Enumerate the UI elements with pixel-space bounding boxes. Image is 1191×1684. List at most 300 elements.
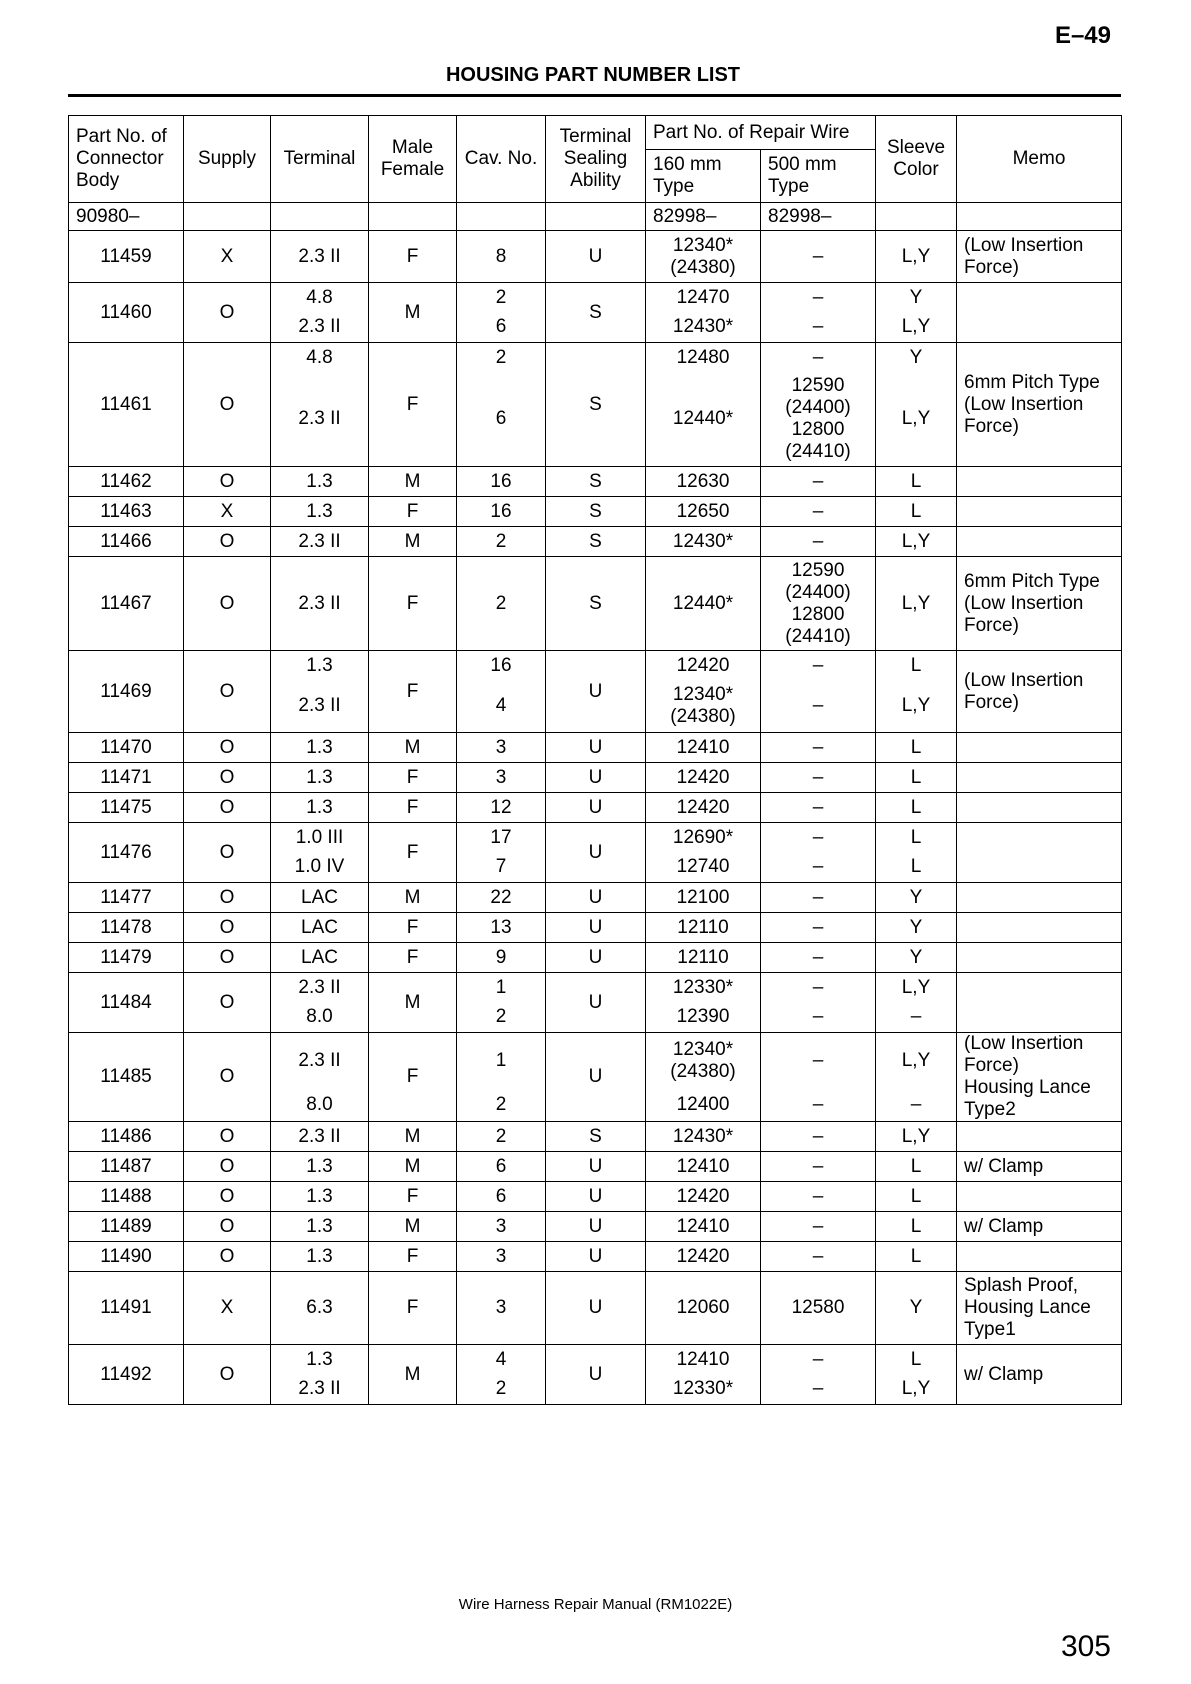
- header-repair-wire: Part No. of Repair Wire: [646, 116, 876, 150]
- repair-500-cell: –: [761, 497, 876, 527]
- cav-cell: 22: [457, 883, 546, 913]
- sleeve-cell: L: [876, 1182, 957, 1212]
- male-female-cell: F: [369, 557, 457, 651]
- male-female-cell: F: [369, 1182, 457, 1212]
- repair-160-cell: 12330*: [646, 1375, 761, 1405]
- sealing-cell: U: [546, 1242, 646, 1272]
- sealing-cell: S: [546, 283, 646, 343]
- terminal-cell: 1.3: [271, 1182, 369, 1212]
- repair-160-cell: 12340* (24380): [646, 1033, 761, 1089]
- male-female-cell: F: [369, 231, 457, 283]
- terminal-cell: 4.8: [271, 283, 369, 313]
- table-row: [69, 1242, 1122, 1272]
- male-female-cell: M: [369, 1122, 457, 1152]
- sleeve-cell: L: [876, 1152, 957, 1182]
- repair-160-cell: 12470: [646, 283, 761, 313]
- prefix-part-no: 90980–: [69, 203, 184, 231]
- table-row: [69, 1272, 1122, 1345]
- memo-cell: [957, 1182, 1122, 1212]
- terminal-cell: 8.0: [271, 1089, 369, 1122]
- terminal-cell: 1.3: [271, 651, 369, 681]
- sealing-cell: U: [546, 1212, 646, 1242]
- header-160mm: 160 mm Type: [646, 150, 761, 203]
- sleeve-cell: L: [876, 1345, 957, 1375]
- cav-cell: 17: [457, 823, 546, 853]
- memo-cell: w/ Clamp: [957, 1212, 1122, 1242]
- repair-500-cell: –: [761, 681, 876, 733]
- repair-160-cell: 12740: [646, 853, 761, 883]
- repair-160-cell: 12060: [646, 1272, 761, 1345]
- repair-500-cell: –: [761, 1212, 876, 1242]
- repair-500-cell: –: [761, 313, 876, 343]
- repair-500-cell: –: [761, 793, 876, 823]
- part-no-cell: 11467: [69, 557, 184, 651]
- memo-cell: [957, 763, 1122, 793]
- repair-160-cell: 12410: [646, 1345, 761, 1375]
- terminal-cell: 1.3: [271, 497, 369, 527]
- repair-500-cell: –: [761, 943, 876, 973]
- male-female-cell: F: [369, 1242, 457, 1272]
- supply-cell: O: [184, 883, 271, 913]
- sleeve-cell: –: [876, 1089, 957, 1122]
- memo-cell: [957, 527, 1122, 557]
- male-female-cell: F: [369, 943, 457, 973]
- terminal-cell: 1.3: [271, 467, 369, 497]
- sleeve-cell: Y: [876, 943, 957, 973]
- repair-160-cell: 12110: [646, 913, 761, 943]
- supply-cell: O: [184, 793, 271, 823]
- sealing-cell: U: [546, 823, 646, 883]
- sealing-cell: U: [546, 973, 646, 1033]
- cav-cell: 3: [457, 1242, 546, 1272]
- memo-cell: [957, 1122, 1122, 1152]
- memo-cell: [957, 733, 1122, 763]
- cav-cell: 8: [457, 231, 546, 283]
- repair-500-cell: –: [761, 651, 876, 681]
- memo-cell: [957, 913, 1122, 943]
- memo-cell: [957, 1242, 1122, 1272]
- part-no-cell: 11459: [69, 231, 184, 283]
- sealing-cell: S: [546, 343, 646, 467]
- supply-cell: O: [184, 1242, 271, 1272]
- supply-cell: O: [184, 973, 271, 1033]
- male-female-cell: M: [369, 1152, 457, 1182]
- sleeve-cell: L: [876, 497, 957, 527]
- sleeve-cell: L: [876, 1212, 957, 1242]
- cav-cell: 16: [457, 497, 546, 527]
- part-no-cell: 11477: [69, 883, 184, 913]
- sleeve-cell: L,Y: [876, 527, 957, 557]
- terminal-cell: 1.3: [271, 733, 369, 763]
- sleeve-cell: L,Y: [876, 1122, 957, 1152]
- male-female-cell: M: [369, 527, 457, 557]
- supply-cell: X: [184, 497, 271, 527]
- memo-cell: 6mm Pitch Type (Low Insertion Force): [957, 343, 1122, 467]
- repair-500-cell: 12590 (24400) 12800 (24410): [761, 557, 876, 651]
- page-code: E–49: [1054, 22, 1111, 49]
- header-sealing: Terminal Sealing Ability: [546, 116, 646, 203]
- supply-cell: X: [184, 1272, 271, 1345]
- male-female-cell: M: [369, 733, 457, 763]
- terminal-cell: 1.3: [271, 1242, 369, 1272]
- supply-cell: O: [184, 527, 271, 557]
- cav-cell: 16: [457, 467, 546, 497]
- table-row: [69, 283, 1122, 313]
- header-supply: Supply: [184, 116, 271, 203]
- male-female-cell: F: [369, 1033, 457, 1122]
- repair-500-cell: 12580: [761, 1272, 876, 1345]
- supply-cell: O: [184, 733, 271, 763]
- table-row: [69, 883, 1122, 913]
- repair-500-cell: –: [761, 1345, 876, 1375]
- cav-cell: 4: [457, 681, 546, 733]
- sleeve-cell: L,Y: [876, 313, 957, 343]
- cav-cell: 9: [457, 943, 546, 973]
- cav-cell: 4: [457, 1345, 546, 1375]
- repair-500-cell: –: [761, 343, 876, 373]
- cav-cell: 2: [457, 527, 546, 557]
- sleeve-cell: L: [876, 793, 957, 823]
- cav-cell: 16: [457, 651, 546, 681]
- repair-160-cell: 12430*: [646, 313, 761, 343]
- sealing-cell: U: [546, 733, 646, 763]
- cav-cell: 12: [457, 793, 546, 823]
- prefix-500mm: 82998–: [761, 203, 876, 231]
- repair-500-cell: –: [761, 1033, 876, 1089]
- part-no-cell: 11479: [69, 943, 184, 973]
- table-row: [69, 763, 1122, 793]
- memo-cell: w/ Clamp: [957, 1152, 1122, 1182]
- repair-160-cell: 12420: [646, 763, 761, 793]
- sleeve-cell: –: [876, 1003, 957, 1033]
- repair-500-cell: –: [761, 1003, 876, 1033]
- sealing-cell: U: [546, 1152, 646, 1182]
- sealing-cell: S: [546, 557, 646, 651]
- terminal-cell: 1.3: [271, 1152, 369, 1182]
- part-no-cell: 11478: [69, 913, 184, 943]
- terminal-cell: 8.0: [271, 1003, 369, 1033]
- terminal-cell: LAC: [271, 913, 369, 943]
- part-no-cell: 11490: [69, 1242, 184, 1272]
- sealing-cell: U: [546, 1345, 646, 1405]
- repair-160-cell: 12420: [646, 1182, 761, 1212]
- table-row: [69, 497, 1122, 527]
- table-row: [69, 1345, 1122, 1375]
- part-no-cell: 11470: [69, 733, 184, 763]
- sealing-cell: S: [546, 1122, 646, 1152]
- part-no-cell: 11488: [69, 1182, 184, 1212]
- table-row: [69, 527, 1122, 557]
- cav-cell: 2: [457, 1122, 546, 1152]
- supply-cell: O: [184, 1152, 271, 1182]
- supply-cell: O: [184, 1122, 271, 1152]
- header-sleeve: Sleeve Color: [876, 116, 957, 203]
- table-row: [69, 557, 1122, 651]
- terminal-cell: 1.0 III: [271, 823, 369, 853]
- table-row: [69, 823, 1122, 853]
- supply-cell: O: [184, 763, 271, 793]
- header-part-no: Part No. of Connector Body: [69, 116, 184, 203]
- header-cav-no: Cav. No.: [457, 116, 546, 203]
- repair-500-cell: –: [761, 913, 876, 943]
- table-row: [69, 913, 1122, 943]
- part-no-cell: 11492: [69, 1345, 184, 1405]
- terminal-cell: 2.3 II: [271, 1033, 369, 1089]
- repair-500-cell: –: [761, 1152, 876, 1182]
- male-female-cell: F: [369, 497, 457, 527]
- repair-500-cell: –: [761, 283, 876, 313]
- supply-cell: O: [184, 1345, 271, 1405]
- table-row: [69, 651, 1122, 681]
- sleeve-cell: L: [876, 763, 957, 793]
- part-no-cell: 11469: [69, 651, 184, 733]
- part-no-cell: 11475: [69, 793, 184, 823]
- memo-cell: [957, 467, 1122, 497]
- terminal-cell: 2.3 II: [271, 527, 369, 557]
- cav-cell: 2: [457, 343, 546, 373]
- repair-500-cell: –: [761, 733, 876, 763]
- part-no-cell: 11491: [69, 1272, 184, 1345]
- page-title: HOUSING PART NUMBER LIST: [445, 64, 741, 86]
- repair-160-cell: 12340* (24380): [646, 231, 761, 283]
- sealing-cell: S: [546, 467, 646, 497]
- repair-500-cell: –: [761, 231, 876, 283]
- supply-cell: O: [184, 283, 271, 343]
- memo-cell: 6mm Pitch Type (Low Insertion Force): [957, 557, 1122, 651]
- table-row: [69, 1152, 1122, 1182]
- sealing-cell: U: [546, 943, 646, 973]
- sleeve-cell: Y: [876, 283, 957, 313]
- memo-cell: [957, 943, 1122, 973]
- repair-160-cell: 12430*: [646, 1122, 761, 1152]
- sealing-cell: U: [546, 651, 646, 733]
- repair-160-cell: 12690*: [646, 823, 761, 853]
- sleeve-cell: L: [876, 853, 957, 883]
- repair-500-cell: –: [761, 823, 876, 853]
- sleeve-cell: L: [876, 467, 957, 497]
- part-no-cell: 11462: [69, 467, 184, 497]
- sealing-cell: U: [546, 1182, 646, 1212]
- supply-cell: O: [184, 467, 271, 497]
- table-row: [69, 1033, 1122, 1089]
- supply-cell: O: [184, 1033, 271, 1122]
- terminal-cell: 2.3 II: [271, 231, 369, 283]
- male-female-cell: F: [369, 1272, 457, 1345]
- repair-500-cell: –: [761, 1375, 876, 1405]
- repair-160-cell: 12630: [646, 467, 761, 497]
- part-no-cell: 11487: [69, 1152, 184, 1182]
- repair-500-cell: 12590 (24400) 12800 (24410): [761, 373, 876, 467]
- repair-160-cell: 12100: [646, 883, 761, 913]
- repair-160-cell: 12110: [646, 943, 761, 973]
- supply-cell: X: [184, 231, 271, 283]
- memo-cell: [957, 283, 1122, 343]
- repair-500-cell: –: [761, 467, 876, 497]
- terminal-cell: 2.3 II: [271, 1375, 369, 1405]
- repair-500-cell: –: [761, 1089, 876, 1122]
- male-female-cell: F: [369, 823, 457, 883]
- table-row: [69, 793, 1122, 823]
- terminal-cell: 1.3: [271, 763, 369, 793]
- sealing-cell: U: [546, 1033, 646, 1122]
- male-female-cell: M: [369, 1212, 457, 1242]
- sleeve-cell: L: [876, 823, 957, 853]
- table-row: [69, 343, 1122, 373]
- supply-cell: O: [184, 913, 271, 943]
- sleeve-cell: Y: [876, 883, 957, 913]
- male-female-cell: M: [369, 467, 457, 497]
- cav-cell: 2: [457, 283, 546, 313]
- table-row: [69, 1212, 1122, 1242]
- sealing-cell: U: [546, 913, 646, 943]
- supply-cell: O: [184, 343, 271, 467]
- part-no-cell: 11460: [69, 283, 184, 343]
- sleeve-cell: L,Y: [876, 231, 957, 283]
- cav-cell: 3: [457, 763, 546, 793]
- cav-cell: 2: [457, 1003, 546, 1033]
- repair-500-cell: –: [761, 1242, 876, 1272]
- memo-cell: [957, 823, 1122, 883]
- sleeve-cell: L: [876, 651, 957, 681]
- page-number: 305: [1060, 1630, 1111, 1663]
- male-female-cell: F: [369, 793, 457, 823]
- cav-cell: 6: [457, 373, 546, 467]
- cav-cell: 2: [457, 1375, 546, 1405]
- sealing-cell: U: [546, 1272, 646, 1345]
- repair-160-cell: 12410: [646, 1212, 761, 1242]
- terminal-cell: 2.3 II: [271, 373, 369, 467]
- table-header: [69, 116, 1122, 203]
- repair-160-cell: 12330*: [646, 973, 761, 1003]
- sleeve-cell: Y: [876, 1272, 957, 1345]
- sealing-cell: S: [546, 527, 646, 557]
- terminal-cell: 2.3 II: [271, 1122, 369, 1152]
- sleeve-cell: Y: [876, 343, 957, 373]
- sleeve-cell: L,Y: [876, 1033, 957, 1089]
- terminal-cell: LAC: [271, 943, 369, 973]
- header-terminal: Terminal: [271, 116, 369, 203]
- repair-500-cell: –: [761, 973, 876, 1003]
- sealing-cell: U: [546, 231, 646, 283]
- male-female-cell: M: [369, 973, 457, 1033]
- prefix-160mm: 82998–: [646, 203, 761, 231]
- sealing-cell: U: [546, 793, 646, 823]
- cav-cell: 3: [457, 1272, 546, 1345]
- cav-cell: 6: [457, 313, 546, 343]
- repair-160-cell: 12650: [646, 497, 761, 527]
- supply-cell: O: [184, 823, 271, 883]
- repair-160-cell: 12420: [646, 1242, 761, 1272]
- repair-160-cell: 12390: [646, 1003, 761, 1033]
- sealing-cell: S: [546, 497, 646, 527]
- table-body: [69, 203, 1122, 1405]
- male-female-cell: F: [369, 763, 457, 793]
- repair-160-cell: 12340* (24380): [646, 681, 761, 733]
- sleeve-cell: L,Y: [876, 1375, 957, 1405]
- repair-160-cell: 12420: [646, 793, 761, 823]
- title-rule: [68, 94, 1121, 97]
- table-row: [69, 467, 1122, 497]
- table-row: [69, 1182, 1122, 1212]
- terminal-cell: 1.3: [271, 1345, 369, 1375]
- memo-cell: [957, 883, 1122, 913]
- part-no-cell: 11463: [69, 497, 184, 527]
- memo-cell: [957, 497, 1122, 527]
- cav-cell: 2: [457, 557, 546, 651]
- cav-cell: 3: [457, 733, 546, 763]
- memo-cell: (Low Insertion Force): [957, 651, 1122, 733]
- cav-cell: 1: [457, 1033, 546, 1089]
- part-no-cell: 11485: [69, 1033, 184, 1122]
- memo-cell: w/ Clamp: [957, 1345, 1122, 1405]
- cav-cell: 7: [457, 853, 546, 883]
- part-no-cell: 11466: [69, 527, 184, 557]
- header-memo: Memo: [957, 116, 1122, 203]
- repair-500-cell: –: [761, 763, 876, 793]
- terminal-cell: 2.3 II: [271, 557, 369, 651]
- supply-cell: O: [184, 943, 271, 973]
- terminal-cell: 6.3: [271, 1272, 369, 1345]
- repair-160-cell: 12440*: [646, 557, 761, 651]
- supply-cell: O: [184, 651, 271, 733]
- male-female-cell: M: [369, 883, 457, 913]
- repair-160-cell: 12410: [646, 733, 761, 763]
- part-no-cell: 11484: [69, 973, 184, 1033]
- repair-500-cell: –: [761, 1182, 876, 1212]
- sleeve-cell: L: [876, 1242, 957, 1272]
- terminal-cell: 2.3 II: [271, 973, 369, 1003]
- male-female-cell: M: [369, 1345, 457, 1405]
- terminal-cell: 1.3: [271, 793, 369, 823]
- memo-cell: (Low Insertion Force): [957, 231, 1122, 283]
- part-no-cell: 11471: [69, 763, 184, 793]
- part-no-cell: 11489: [69, 1212, 184, 1242]
- footer: Wire Harness Repair Manual (RM1022E): [458, 1596, 733, 1613]
- sleeve-cell: L,Y: [876, 681, 957, 733]
- sleeve-cell: L,Y: [876, 373, 957, 467]
- repair-160-cell: 12440*: [646, 373, 761, 467]
- table-row: [69, 943, 1122, 973]
- repair-160-cell: 12400: [646, 1089, 761, 1122]
- repair-160-cell: 12410: [646, 1152, 761, 1182]
- memo-cell: (Low Insertion Force) Housing Lance Type2: [957, 1033, 1122, 1122]
- repair-160-cell: 12420: [646, 651, 761, 681]
- cav-cell: 6: [457, 1152, 546, 1182]
- male-female-cell: F: [369, 651, 457, 733]
- supply-cell: O: [184, 1212, 271, 1242]
- repair-500-cell: –: [761, 527, 876, 557]
- sleeve-cell: Y: [876, 913, 957, 943]
- sealing-cell: U: [546, 763, 646, 793]
- prefix-row: [69, 203, 1122, 231]
- male-female-cell: M: [369, 283, 457, 343]
- repair-500-cell: –: [761, 883, 876, 913]
- terminal-cell: LAC: [271, 883, 369, 913]
- terminal-cell: 2.3 II: [271, 681, 369, 733]
- part-no-cell: 11476: [69, 823, 184, 883]
- cav-cell: 2: [457, 1089, 546, 1122]
- sealing-cell: U: [546, 883, 646, 913]
- table-row: [69, 973, 1122, 1003]
- sleeve-cell: L: [876, 733, 957, 763]
- repair-160-cell: 12430*: [646, 527, 761, 557]
- header-500mm: 500 mm Type: [761, 150, 876, 203]
- memo-cell: [957, 793, 1122, 823]
- terminal-cell: 1.0 IV: [271, 853, 369, 883]
- repair-160-cell: 12480: [646, 343, 761, 373]
- repair-500-cell: –: [761, 1122, 876, 1152]
- male-female-cell: F: [369, 343, 457, 467]
